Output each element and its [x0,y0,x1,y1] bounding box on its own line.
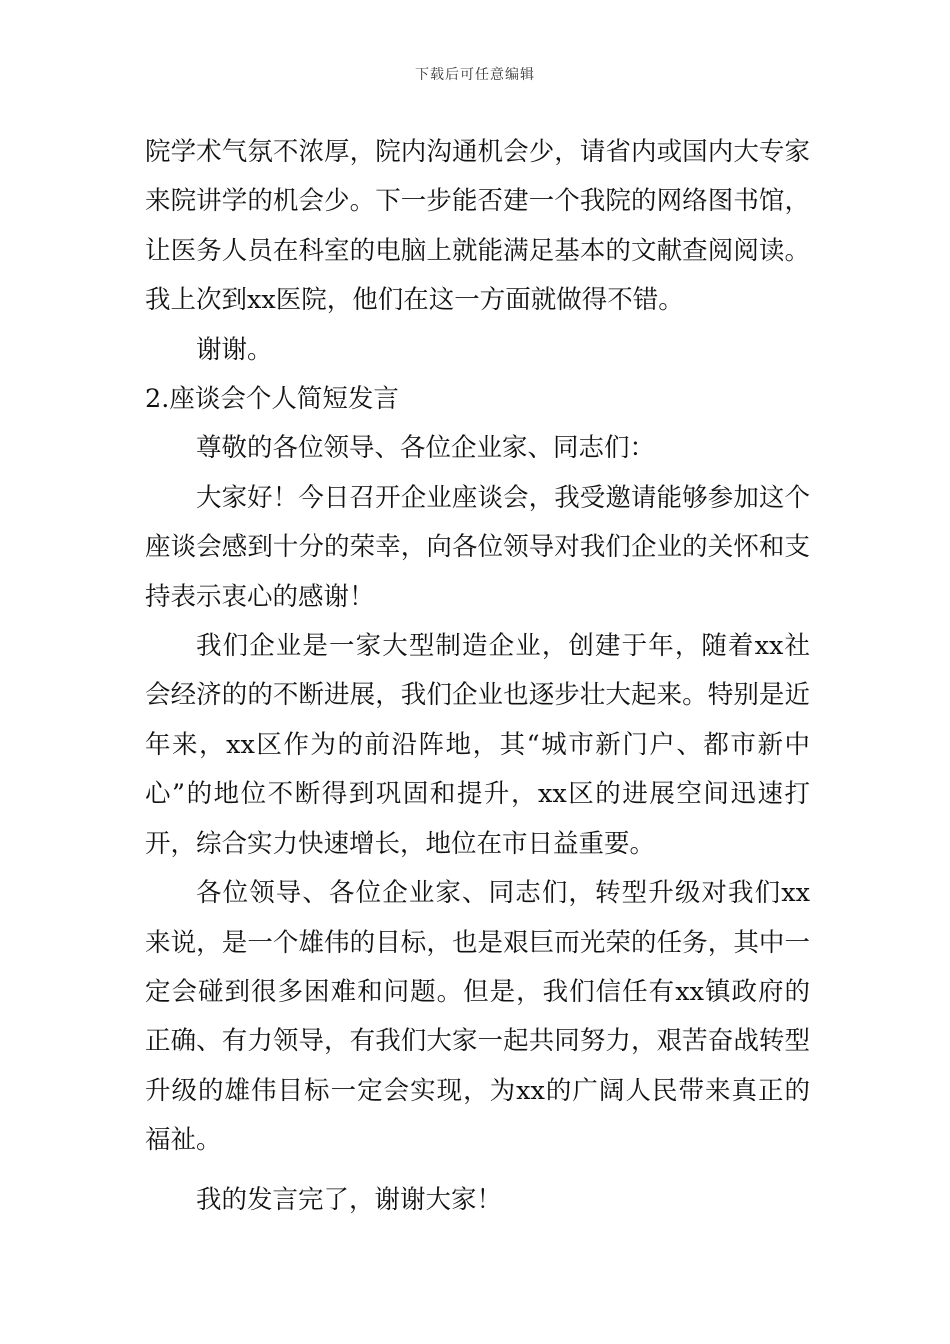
paragraph-transformation: 各位领导、各位企业家、同志们，转型升级对我们xx来说，是一个雄伟的目标，也是艰巨而光荣的任务，其中一定会碰到很多困难和问题。但是，我们信任有xx镇政府的正确、有力领导，有我们大家一起共同努力，艰苦奋战转型升级的雄伟目标一定会实现，为xx的广阔人民带来真正的福祉。 [145,878,810,1156]
paragraph-thanks: 谢谢。 [196,334,273,365]
paragraph-continuation: 院学术气氛不浓厚，院内沟通机会少，请省内或国内大专家来院讲学的机会少。下一步能否建一个我院的网络图书馆，让医务人员在科室的电脑上就能满足基本的文献查阅阅读。我上次到xx医院，他们在这一方面就做得不错。 [145,137,810,316]
section-heading: 2.座谈会个人简短发言 [145,384,399,415]
paragraph-company-intro: 我们企业是一家大型制造企业，创建于年，随着xx社会经济的的不断进展，我们企业也逐步壮大起来。特别是近年来，xx区作为的前沿阵地，其“城市新门户、都市新中心”的地位不断得到巩固和提升，xx区的进展空间迅速打开，综合实力快速增长，地位在市日益重要。 [145,631,810,859]
paragraph-greeting: 大家好！今日召开企业座谈会，我受邀请能够参加这个座谈会感到十分的荣幸，向各位领导对我们企业的关怀和支持表示衷心的感谢！ [145,482,810,612]
page-header: 下载后可任意编辑 [415,67,535,83]
paragraph-closing: 我的发言完了，谢谢大家！ [196,1184,503,1215]
document-body [145,128,810,1225]
paragraph-salutation: 尊敬的各位领导、各位企业家、同志们： [196,433,656,464]
